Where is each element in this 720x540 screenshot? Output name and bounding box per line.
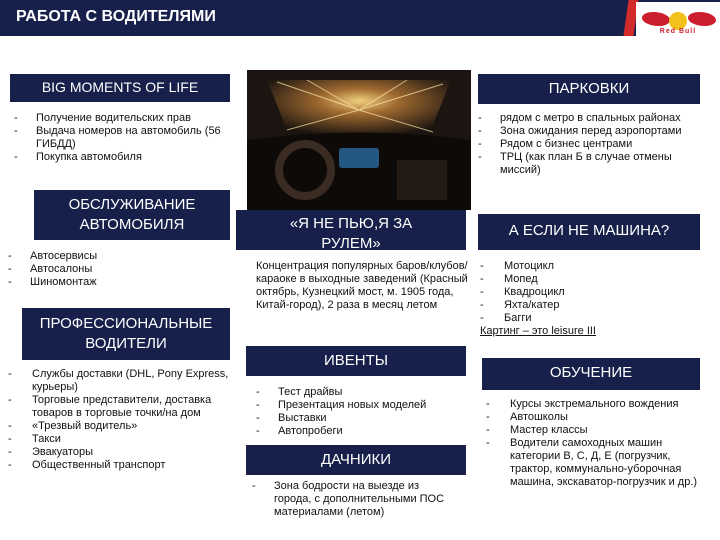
list-item: - Мотоцикл — [480, 260, 700, 273]
pro-drivers-list — [8, 368, 230, 472]
karting-note: Картинг – это leisure III — [480, 325, 596, 337]
list-item: - Багги — [480, 312, 700, 325]
list-item: - Мопед — [480, 273, 700, 286]
list-item: - Автосалоны — [8, 263, 208, 276]
list-item: - Автопробеги — [256, 425, 470, 438]
list-item: - Зона бодрости на выезде из города, с дополнительными ПОС материалами (летом) — [252, 480, 458, 519]
parking-title: ПАРКОВКИ — [548, 80, 630, 97]
not-car-header — [478, 214, 700, 250]
sober-title-line1: «Я НЕ ПЬЮ,Я ЗА — [289, 215, 413, 232]
bull-right-icon — [688, 12, 716, 26]
list-item: - Автошколы — [486, 411, 704, 424]
service-list — [8, 250, 208, 289]
list-item: - Получение водительских прав — [14, 112, 242, 125]
events-header — [246, 346, 466, 376]
list-item: - Презентация новых моделей — [256, 399, 470, 412]
red-bull-logo-icon — [636, 2, 720, 36]
list-item: - Мастер классы — [486, 424, 704, 437]
car-interior-icon — [247, 70, 471, 210]
dachniki-header — [246, 445, 466, 475]
list-item: - Курсы экстремального вождения — [486, 398, 704, 411]
list-item: - Автосервисы — [8, 250, 208, 263]
page-title: РАБОТА С ВОДИТЕЛЯМИ — [16, 8, 216, 25]
logo-brand-text: Red Bull — [659, 28, 697, 35]
list-item: - «Трезвый водитель» — [8, 420, 230, 433]
bull-left-icon — [642, 12, 670, 26]
not-car-title: А ЕСЛИ НЕ МАШИНА? — [508, 222, 670, 239]
big-moments-title: BIG MOMENTS OF LIFE — [41, 79, 199, 95]
events-list — [256, 386, 470, 438]
list-item: - Общественный транспорт — [8, 459, 230, 472]
big-moments-list — [14, 112, 242, 164]
pro-drivers-header — [22, 308, 230, 360]
events-title: ИВЕНТЫ — [323, 352, 389, 369]
parking-header — [478, 74, 700, 104]
list-item: - Такси — [8, 433, 230, 446]
service-header — [34, 190, 230, 240]
sober-header — [236, 210, 466, 250]
list-item: - Квадроцикл — [480, 286, 700, 299]
training-title: ОБУЧЕНИЕ — [549, 364, 633, 381]
car-interior-photo — [247, 70, 471, 210]
service-title-line1: ОБСЛУЖИВАНИЕ — [68, 196, 196, 213]
list-item: - Выставки — [256, 412, 470, 425]
training-header — [482, 358, 700, 390]
list-item: - Тест драйвы — [256, 386, 470, 399]
service-title-line2: АВТОМОБИЛЯ — [79, 216, 185, 233]
dachniki-title: ДАЧНИКИ — [320, 451, 392, 468]
list-item: - Выдача номеров на автомобиль (56 ГИБДД) — [14, 125, 242, 151]
list-item: - рядом с метро в спальных районах — [478, 112, 710, 125]
sober-title-line2: РУЛЕМ» — [321, 235, 381, 250]
list-item: - Шиномонтаж — [8, 276, 208, 289]
list-item: - Яхта/катер — [480, 299, 700, 312]
list-item: - Эвакуаторы — [8, 446, 230, 459]
list-item: - Покупка автомобиля — [14, 151, 242, 164]
training-list — [486, 398, 704, 489]
top-bar — [0, 0, 720, 36]
pro-title-line1: ПРОФЕССИОНАЛЬНЫЕ — [39, 315, 213, 332]
list-item: - ТРЦ (как план Б в случае отмены миссий) — [478, 151, 710, 177]
dachniki-list — [252, 480, 458, 519]
big-moments-header — [10, 74, 230, 102]
sober-text: Концентрация популярных баров/клубов/караоке в выходные заведений (Красный октябрь, Кузнецкий мост, м. 1905 года, Китай-город), 2 раза в месяц летом — [256, 260, 468, 311]
list-item: - Рядом с бизнес центрами — [478, 138, 710, 151]
list-item: - Водители самоходных машин категории B, C, Д, E (погрузчик, трактор, коммунально-уборочная машина, экскаватор-погрузчик и др.) — [486, 437, 704, 489]
list-item: - Торговые представители, доставка товаров в торговые точки/на дом — [8, 394, 230, 420]
list-item: - Зона ожидания перед аэропортами — [478, 125, 710, 138]
pro-title-line2: ВОДИТЕЛИ — [85, 335, 167, 352]
list-item: - Службы доставки (DHL, Pony Express, курьеры) — [8, 368, 230, 394]
not-car-list — [480, 260, 700, 338]
parking-list — [478, 112, 710, 177]
